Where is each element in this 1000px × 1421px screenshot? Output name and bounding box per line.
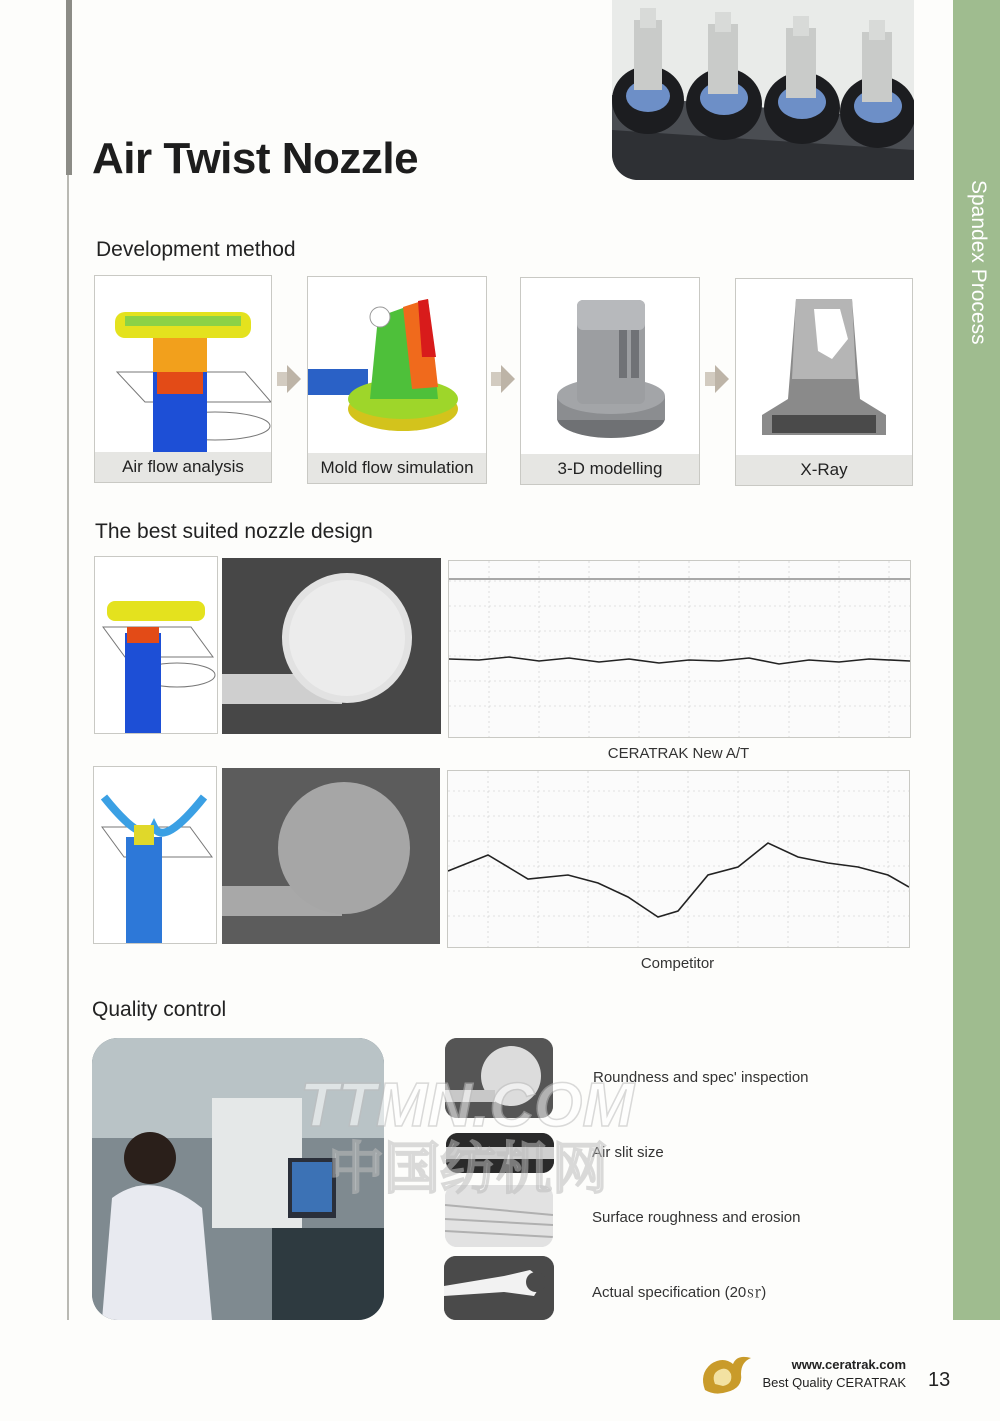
- left-margin-accent: [66, 0, 72, 175]
- spec-label: Actual specification (20㏛): [592, 1284, 767, 1301]
- competitor-chart: [447, 770, 910, 948]
- step-caption-3d: 3-D modelling: [521, 454, 699, 484]
- step-arrow-icon: [501, 365, 515, 393]
- step-caption-mold-flow: Mold flow simulation: [308, 453, 486, 483]
- step-arrow-icon: [287, 365, 301, 393]
- watermark: [300, 1068, 720, 1198]
- step-panel-mold-flow: [307, 276, 487, 484]
- surface-label: Surface roughness and erosion: [592, 1209, 801, 1226]
- development-heading: Development method: [96, 238, 296, 261]
- page-number: 13: [928, 1369, 951, 1391]
- spec-thumbnail: [444, 1256, 554, 1320]
- step-arrow-stem-3: [705, 372, 715, 386]
- competitor-airflow-image: [93, 766, 217, 944]
- step-arrow-stem-2: [491, 372, 501, 386]
- ceratrak-chart-caption: CERATRAK New A/T: [607, 745, 750, 762]
- roundness-label: Roundness and spec' inspection: [593, 1069, 809, 1086]
- footer-tagline: Best Quality CERATRAK: [762, 1375, 906, 1390]
- ceratrak-logo: [697, 1350, 757, 1398]
- page-title: Air Twist Nozzle: [92, 134, 419, 183]
- competitor-slit-photo: [222, 768, 440, 944]
- step-arrow-stem-1: [277, 372, 287, 386]
- step-arrow-icon: [715, 365, 729, 393]
- step-panel-air-flow: [94, 275, 272, 483]
- ceratrak-slit-photo: [222, 558, 441, 734]
- watermark-latin: TTMN.COM: [300, 1071, 635, 1140]
- ceratrak-airflow-image: [94, 556, 218, 734]
- step-panel-xray: [735, 278, 913, 486]
- side-tab-label: Spandex Process: [967, 180, 990, 345]
- left-margin-rule: [67, 0, 69, 1320]
- air-slit-label: Air slit size: [592, 1144, 664, 1161]
- step-caption-air-flow: Air flow analysis: [95, 452, 271, 482]
- ceratrak-chart: [448, 560, 911, 738]
- footer-url[interactable]: www.ceratrak.com: [791, 1357, 906, 1372]
- step-caption-xray: X-Ray: [736, 455, 912, 485]
- nozzle-row-photo: [612, 0, 914, 180]
- design-heading: The best suited nozzle design: [95, 520, 373, 543]
- competitor-chart-caption: Competitor: [640, 955, 715, 972]
- watermark-cjk: 中国纺机网: [328, 1137, 608, 1198]
- step-panel-3d: [520, 277, 700, 485]
- quality-heading: Quality control: [92, 998, 227, 1021]
